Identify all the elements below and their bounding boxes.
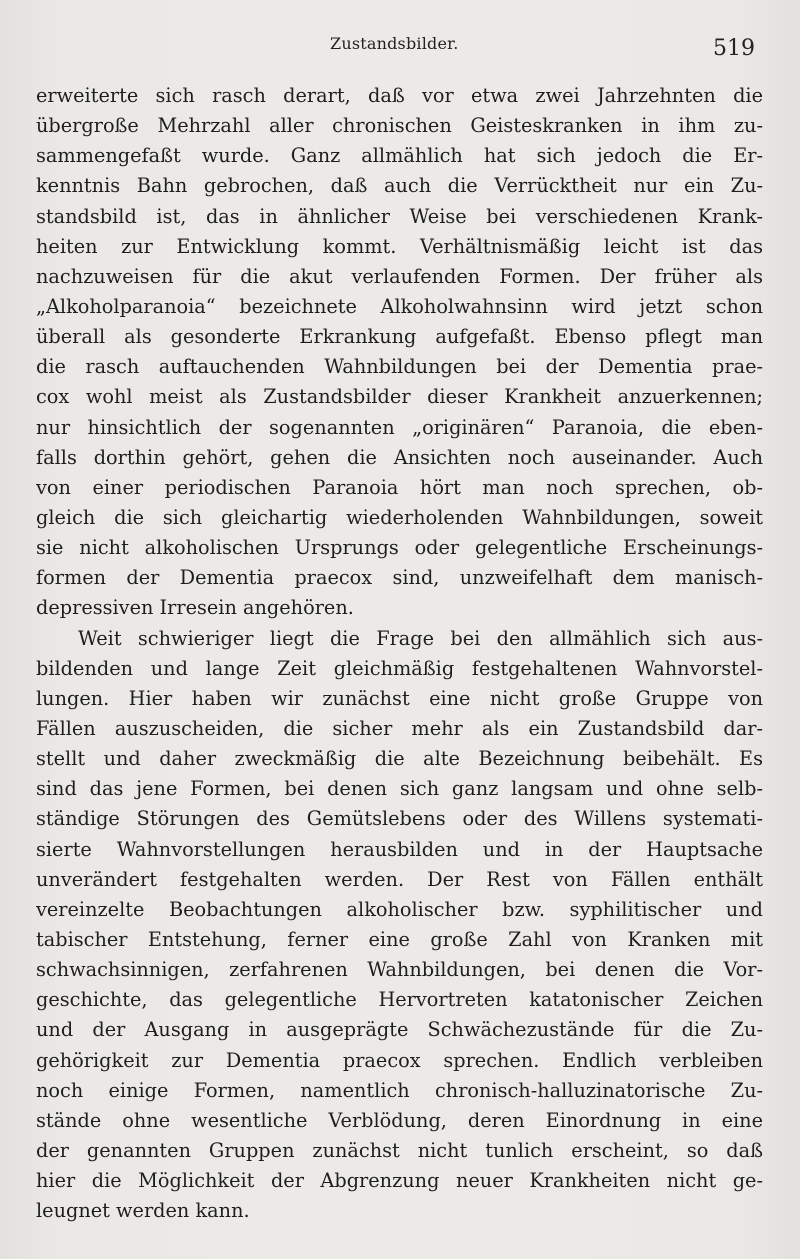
- text-line: sammengefaßt wurde. Ganz allmählich hat sich jedoch die Er-: [36, 144, 763, 168]
- paragraph-first-line: Weit schwieriger liegt die Frage bei den allmählich sich aus-: [78, 626, 763, 650]
- text-line: sie nicht alkoholischen Ursprungs oder gelegentliche Erscheinungs-: [36, 536, 763, 560]
- text-line: schwachsinnigen, zerfahrenen Wahnbildungen, bei denen die Vor-: [36, 958, 763, 982]
- text-line: vereinzelte Beobachtungen alkoholischer bzw. syphilitischer und: [36, 897, 763, 921]
- text-line: die rasch auftauchenden Wahnbildungen bei der Dementia prae-: [36, 355, 763, 379]
- text-line: „Alkoholparanoia“ bezeichnete Alkoholwahnsinn wird jetzt schon: [36, 294, 763, 318]
- text-line: hier die Möglichkeit der Abgrenzung neuer Krankheiten nicht ge-: [36, 1169, 763, 1193]
- text-line: kenntnis Bahn gebrochen, daß auch die Verrücktheit nur ein Zu-: [36, 174, 763, 198]
- text-line: noch einige Formen, namentlich chronisch-halluzinatorische Zu-: [36, 1078, 763, 1102]
- text-line: nachzuweisen für die akut verlaufenden Formen. Der früher als: [36, 264, 763, 288]
- text-line: überall als gesonderte Erkrankung aufgefaßt. Ebenso pflegt man: [36, 325, 763, 349]
- text-line: übergroße Mehrzahl aller chronischen Geisteskranken in ihm zu-: [36, 114, 763, 138]
- text-line: der genannten Gruppen zunächst nicht tunlich erscheint, so daß: [36, 1138, 763, 1162]
- text-line: formen der Dementia praecox sind, unzweifelhaft dem manisch-: [36, 566, 763, 590]
- text-line: stellt und daher zweckmäßig die alte Bezeichnung beibehält. Es: [36, 747, 763, 771]
- text-line: lungen. Hier haben wir zunächst eine nicht große Gruppe von: [36, 686, 763, 710]
- text-line: von einer periodischen Paranoia hört man noch sprechen, ob-: [36, 475, 763, 499]
- text-line: erweiterte sich rasch derart, daß vor etwa zwei Jahrzehnten die: [36, 84, 763, 107]
- paragraph-last-line: depressiven Irresein angehören.: [36, 596, 354, 620]
- text-line: sierte Wahnvorstellungen herausbilden und in der Hauptsache: [36, 837, 763, 861]
- text-line: gleich die sich gleichartig wiederholenden Wahnbildungen, soweit: [36, 505, 763, 529]
- text-line: heiten zur Entwicklung kommt. Verhältnismäßig leicht ist das: [36, 234, 763, 258]
- running-head: Zustandsbilder.: [330, 34, 459, 53]
- text-line: unverändert festgehalten werden. Der Rest von Fällen enthält: [36, 867, 763, 891]
- text-line: nur hinsichtlich der sogenannten „originären“ Paranoia, die eben-: [36, 415, 763, 439]
- text-line: cox wohl meist als Zustandsbilder dieser Krankheit anzuerkennen;: [36, 385, 763, 409]
- text-line: Fällen auszuscheiden, die sicher mehr als ein Zustandsbild dar-: [36, 716, 763, 740]
- text-line: sind das jene Formen, bei denen sich ganz langsam und ohne selb-: [36, 777, 763, 801]
- text-line: geschichte, das gelegentliche Hervortreten katatonischer Zeichen: [36, 988, 763, 1012]
- text-line: und der Ausgang in ausgeprägte Schwächezustände für die Zu-: [36, 1018, 763, 1042]
- text-line: stände ohne wesentliche Verblödung, deren Einordnung in eine: [36, 1108, 763, 1132]
- body-text: [36, 81, 763, 1226]
- page-number: 519: [713, 36, 755, 61]
- text-line: gehörigkeit zur Dementia praecox sprechen. Endlich verbleiben: [36, 1048, 763, 1072]
- text-line: standsbild ist, das in ähnlicher Weise bei verschiedenen Krank-: [36, 204, 763, 228]
- text-line: falls dorthin gehört, gehen die Ansichten noch auseinander. Auch: [36, 445, 763, 469]
- text-line: tabischer Entstehung, ferner eine große Zahl von Kranken mit: [36, 927, 763, 951]
- text-line: ständige Störungen des Gemütslebens oder des Willens systemati-: [36, 807, 763, 831]
- text-line: bildenden und lange Zeit gleichmäßig festgehaltenen Wahnvorstel-: [36, 656, 763, 680]
- paragraph-last-line: leugnet werden kann.: [36, 1199, 250, 1223]
